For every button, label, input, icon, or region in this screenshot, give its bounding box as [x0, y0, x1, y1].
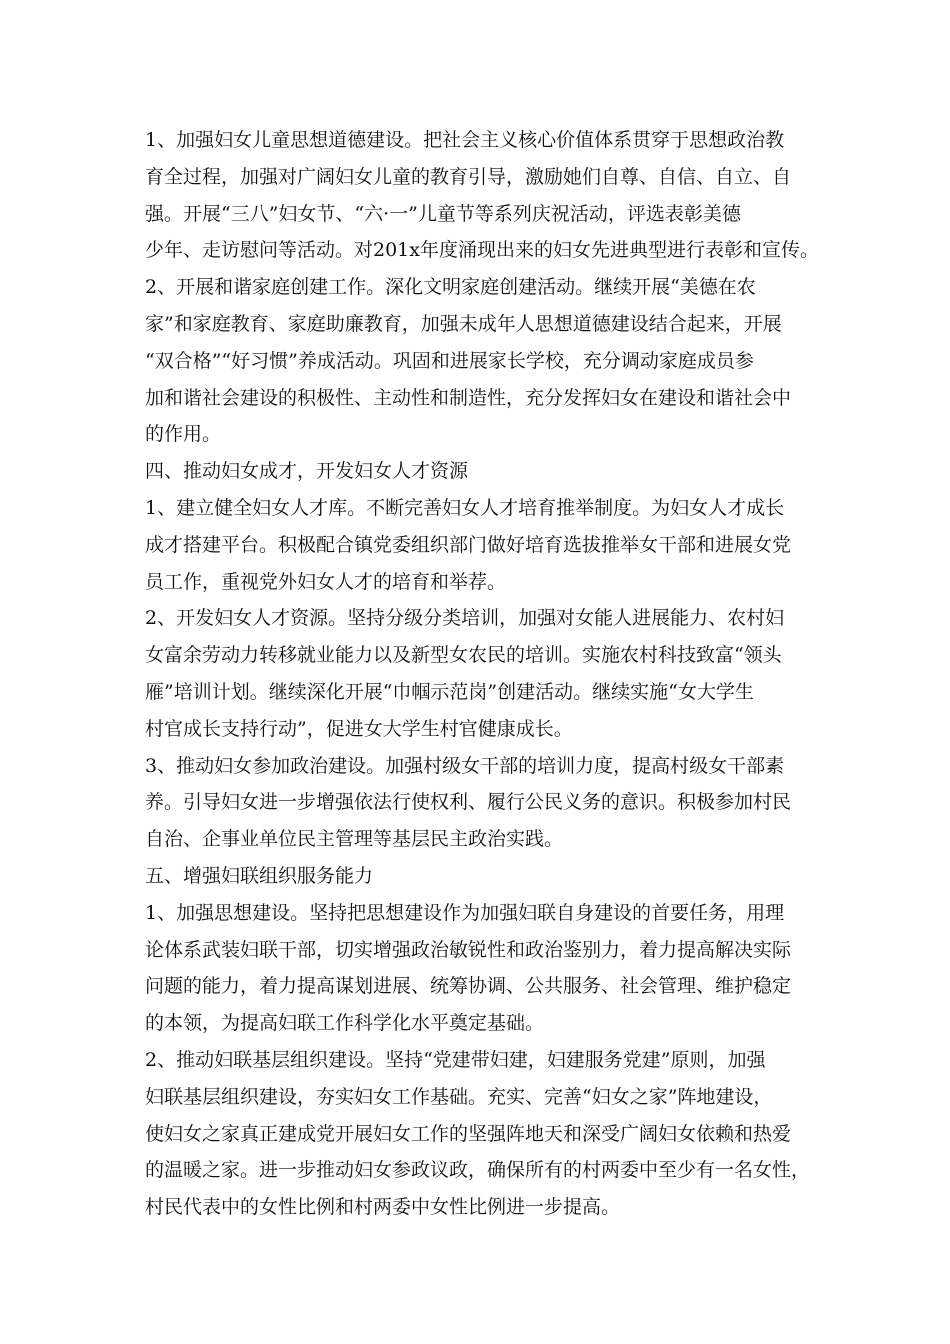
text-line: 加和谐社会建设的积极性、主动性和制造性，充分发挥妇女在建设和谐社会中 [145, 386, 792, 409]
text-line: 的作用。 [145, 423, 222, 446]
text-line: 的本领，为提高妇联工作科学化水平奠定基础。 [145, 1012, 545, 1035]
text-line: 妇联基层组织建设，夯实妇女工作基础。充实、完善“妇女之家”阵地建设， [145, 1085, 773, 1108]
text-line: 雁”培训计划。继续深化开展“巾帼示范岗”创建活动。继续实施“女大学生 [145, 680, 754, 703]
text-line: 村民代表中的女性比例和村两委中女性比例进一步提高。 [145, 1196, 621, 1219]
text-line: “双合格”“好习惯”养成活动。巩固和进展家长学校，充分调动家庭成员参 [145, 349, 754, 372]
section-heading: 五、增强妇联组织服务能力 [145, 864, 374, 887]
section-heading: 四、推动妇女成才，开发妇女人才资源 [145, 460, 469, 483]
text-line: 成才搭建平台。积极配合镇党委组织部门做好培育选拔推举女干部和进展女党 [145, 533, 792, 556]
text-line: 使妇女之家真正建成党开展妇女工作的坚强阵地天和深受广阔妇女依赖和热爱 [145, 1122, 792, 1145]
text-line: 女富余劳动力转移就业能力以及新型女农民的培训。实施农村科技致富“领头 [145, 644, 782, 667]
text-line: 家”和家庭教育、家庭助廉教育，加强未成年人思想道德建设结合起来，开展 [145, 312, 782, 335]
text-line: 养。引导妇女进一步增强依法行使权利、履行公民义务的意识。积极参加村民 [145, 791, 792, 814]
text-line: 1、建立健全妇女人才库。不断完善妇女人才培育推举制度。为妇女人才成长 [145, 496, 785, 519]
document-body [145, 122, 835, 1226]
text-line: 问题的能力，着力提高谋划进展、统筹协调、公共服务、社会管理、维护稳定 [145, 975, 792, 998]
text-line: 3、推动妇女参加政治建设。加强村级女干部的培训力度，提高村级女干部素 [145, 754, 785, 777]
text-line: 论体系武装妇联干部，切实增强政治敏锐性和政治鉴别力，着力提高解决实际 [145, 938, 792, 961]
text-line: 2、开发妇女人才资源。坚持分级分类培训，加强对女能人进展能力、农村妇 [145, 607, 785, 630]
text-line: 强。开展“三八”妇女节、“六·一”儿童节等系列庆祝活动，评选表彰美德 [145, 202, 741, 225]
text-line: 2、开展和谐家庭创建工作。深化文明家庭创建活动。继续开展“美德在农 [145, 276, 756, 299]
text-line: 自治、企事业单位民主管理等基层民主政治实践。 [145, 828, 564, 851]
text-line: 1、加强思想建设。坚持把思想建设作为加强妇联自身建设的首要任务，用理 [145, 901, 785, 924]
text-line: 员工作，重视党外妇女人才的培育和举荐。 [145, 570, 507, 593]
text-line: 村官成长支持行动”，促进女大学生村官健康成长。 [145, 717, 573, 740]
text-line: 少年、走访慰问等活动。对201x年度涌现出来的妇女先进典型进行表彰和宣传。 [145, 239, 819, 262]
text-line: 的温暖之家。进一步推动妇女参政议政，确保所有的村两委中至少有一名女性， [145, 1159, 811, 1182]
text-line: 2、推动妇联基层组织建设。坚持“党建带妇建，妇建服务党建”原则，加强 [145, 1048, 766, 1071]
text-line: 1、加强妇女儿童思想道德建设。把社会主义核心价值体系贯穿于思想政治教 [145, 129, 785, 151]
text-line: 育全过程，加强对广阔妇女儿童的教育引导，激励她们自尊、自信、自立、自 [145, 165, 792, 188]
